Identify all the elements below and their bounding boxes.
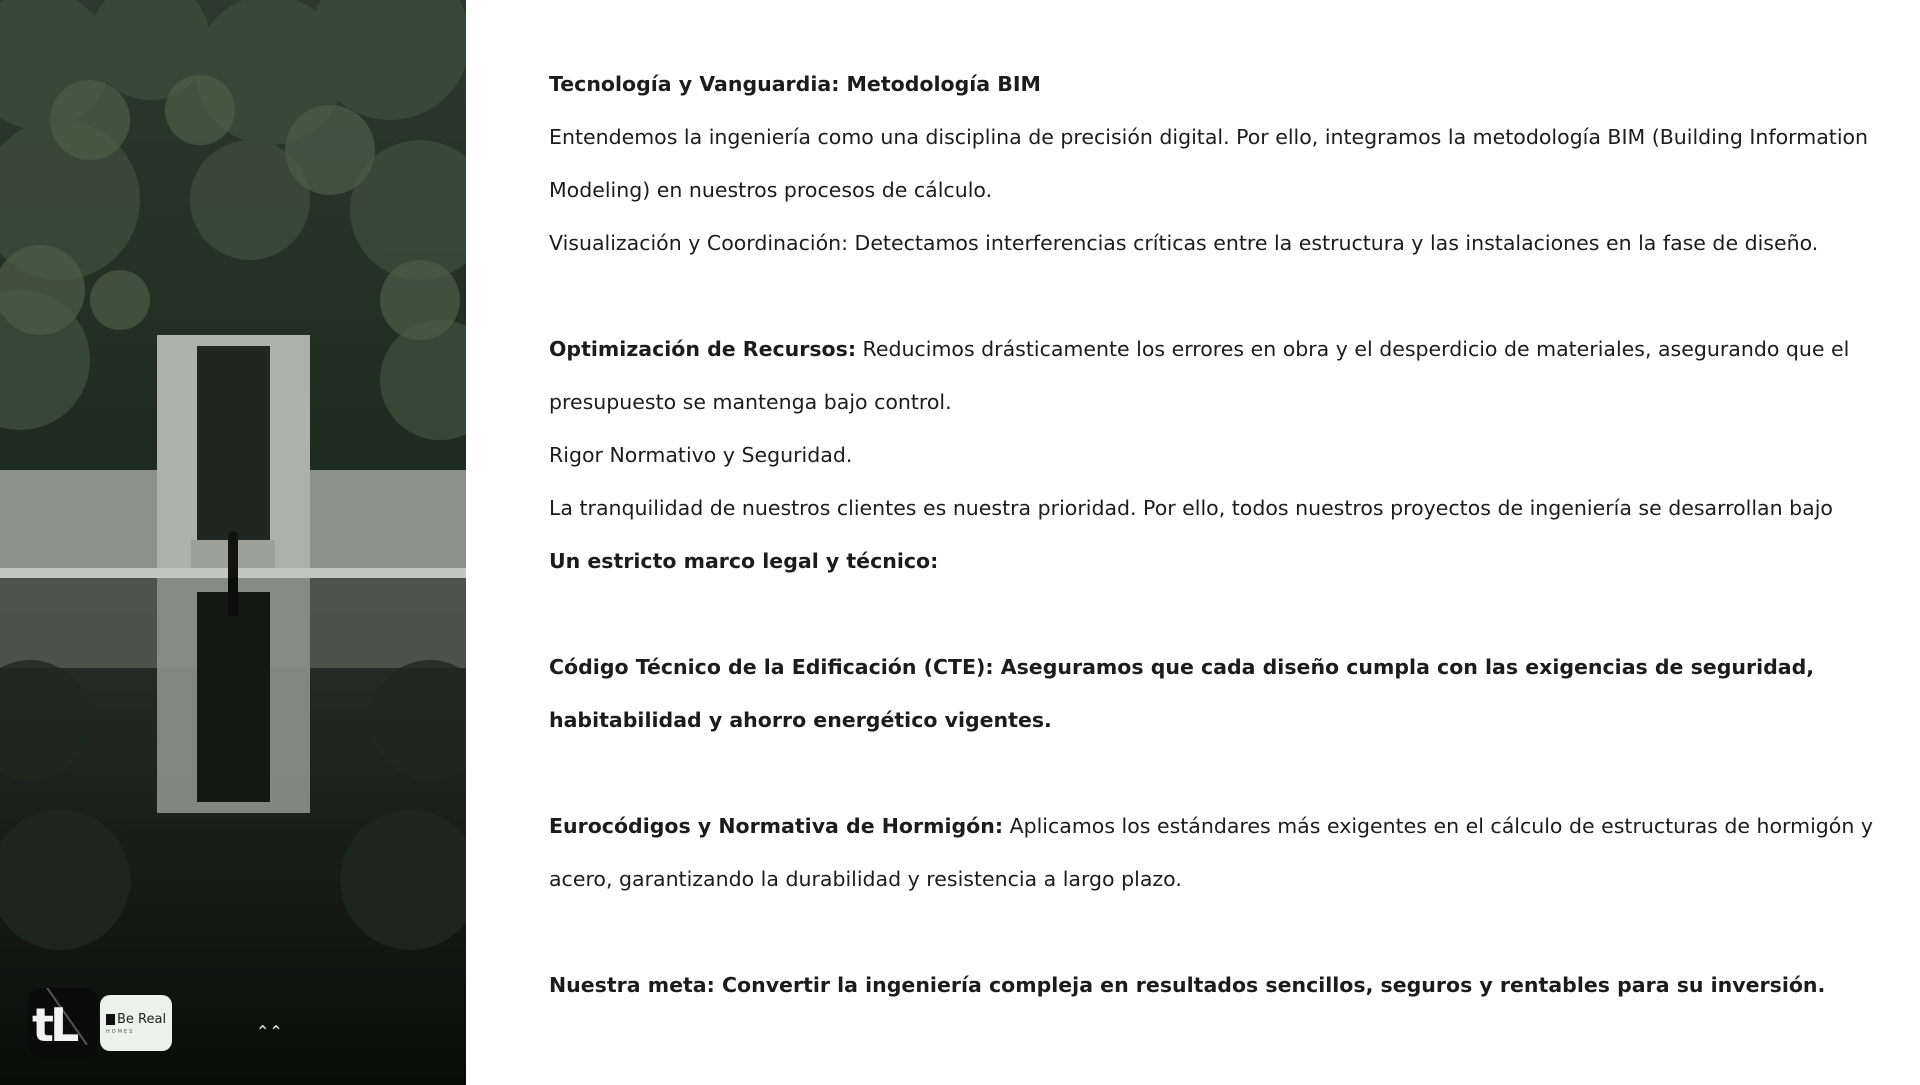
spacer	[549, 747, 1889, 800]
spacer	[549, 588, 1889, 641]
birds-icon: ⌃⌃	[256, 1022, 283, 1041]
section-heading-text: Tecnología y Vanguardia: Metodología BIM	[549, 72, 1041, 96]
forest-monument-photo	[0, 0, 466, 1085]
section-heading	[549, 58, 1889, 111]
bereal-logo	[100, 995, 172, 1051]
cte-paragraph	[549, 641, 1889, 747]
cte-text: Código Técnico de la Edificación (CTE): Aseguramos que cada diseño cumpla con las exigencias de seguridad, habitabilidad y ahorro energético vigentes.	[549, 655, 1815, 732]
framework-paragraph	[549, 535, 1889, 588]
intro-paragraph: Entendemos la ingeniería como una disciplina de precisión digital. Por ello, integramos la metodología BIM (Building Information Modeling) en nuestros procesos de cálculo.	[549, 125, 1869, 202]
spacer	[549, 270, 1889, 323]
goal-text: Nuestra meta: Convertir la ingeniería compleja en resultados sencillos, seguros y rentables para su inversión.	[549, 973, 1826, 997]
bereal-logo-main	[106, 1012, 172, 1027]
bereal-logo-mark	[106, 1014, 115, 1025]
spacer	[549, 906, 1889, 959]
text-content	[549, 58, 1889, 1012]
tl-logo-text: tL	[32, 998, 76, 1052]
goal-paragraph	[549, 959, 1889, 1012]
eurocodes-text: Aplicamos los estándares más exigentes en el cálculo de estructuras de hormigón y acero, garantizando la durabilidad y resistencia a largo plazo.	[549, 814, 1873, 891]
tl-logo	[28, 988, 98, 1058]
brand-logos	[28, 987, 172, 1059]
rigor-paragraph: Rigor Normativo y Seguridad.	[549, 443, 853, 467]
eurocodes-paragraph	[549, 800, 1889, 906]
optimization-label: Optimización de Recursos:	[549, 337, 857, 361]
visualization-paragraph: Visualización y Coordinación: Detectamos interferencias críticas entre la estructura y las instalaciones en la fase de diseño.	[549, 231, 1819, 255]
bereal-logo-text: Be Real	[117, 1011, 167, 1027]
optimization-text: Reducimos drásticamente los errores en obra y el desperdicio de materiales, asegurando que el presupuesto se mantenga bajo control.	[549, 337, 1850, 414]
tranquility-paragraph: La tranquilidad de nuestros clientes es nuestra prioridad. Por ello, todos nuestros proyectos de ingeniería se desarrollan bajo	[549, 496, 1833, 520]
eurocodes-label: Eurocódigos y Normativa de Hormigón:	[549, 814, 1004, 838]
photo-illustration	[0, 0, 466, 1085]
framework-text: Un estricto marco legal y técnico:	[549, 549, 939, 573]
optimization-paragraph	[549, 323, 1889, 429]
bereal-logo-sub: HOMES	[106, 1028, 135, 1035]
